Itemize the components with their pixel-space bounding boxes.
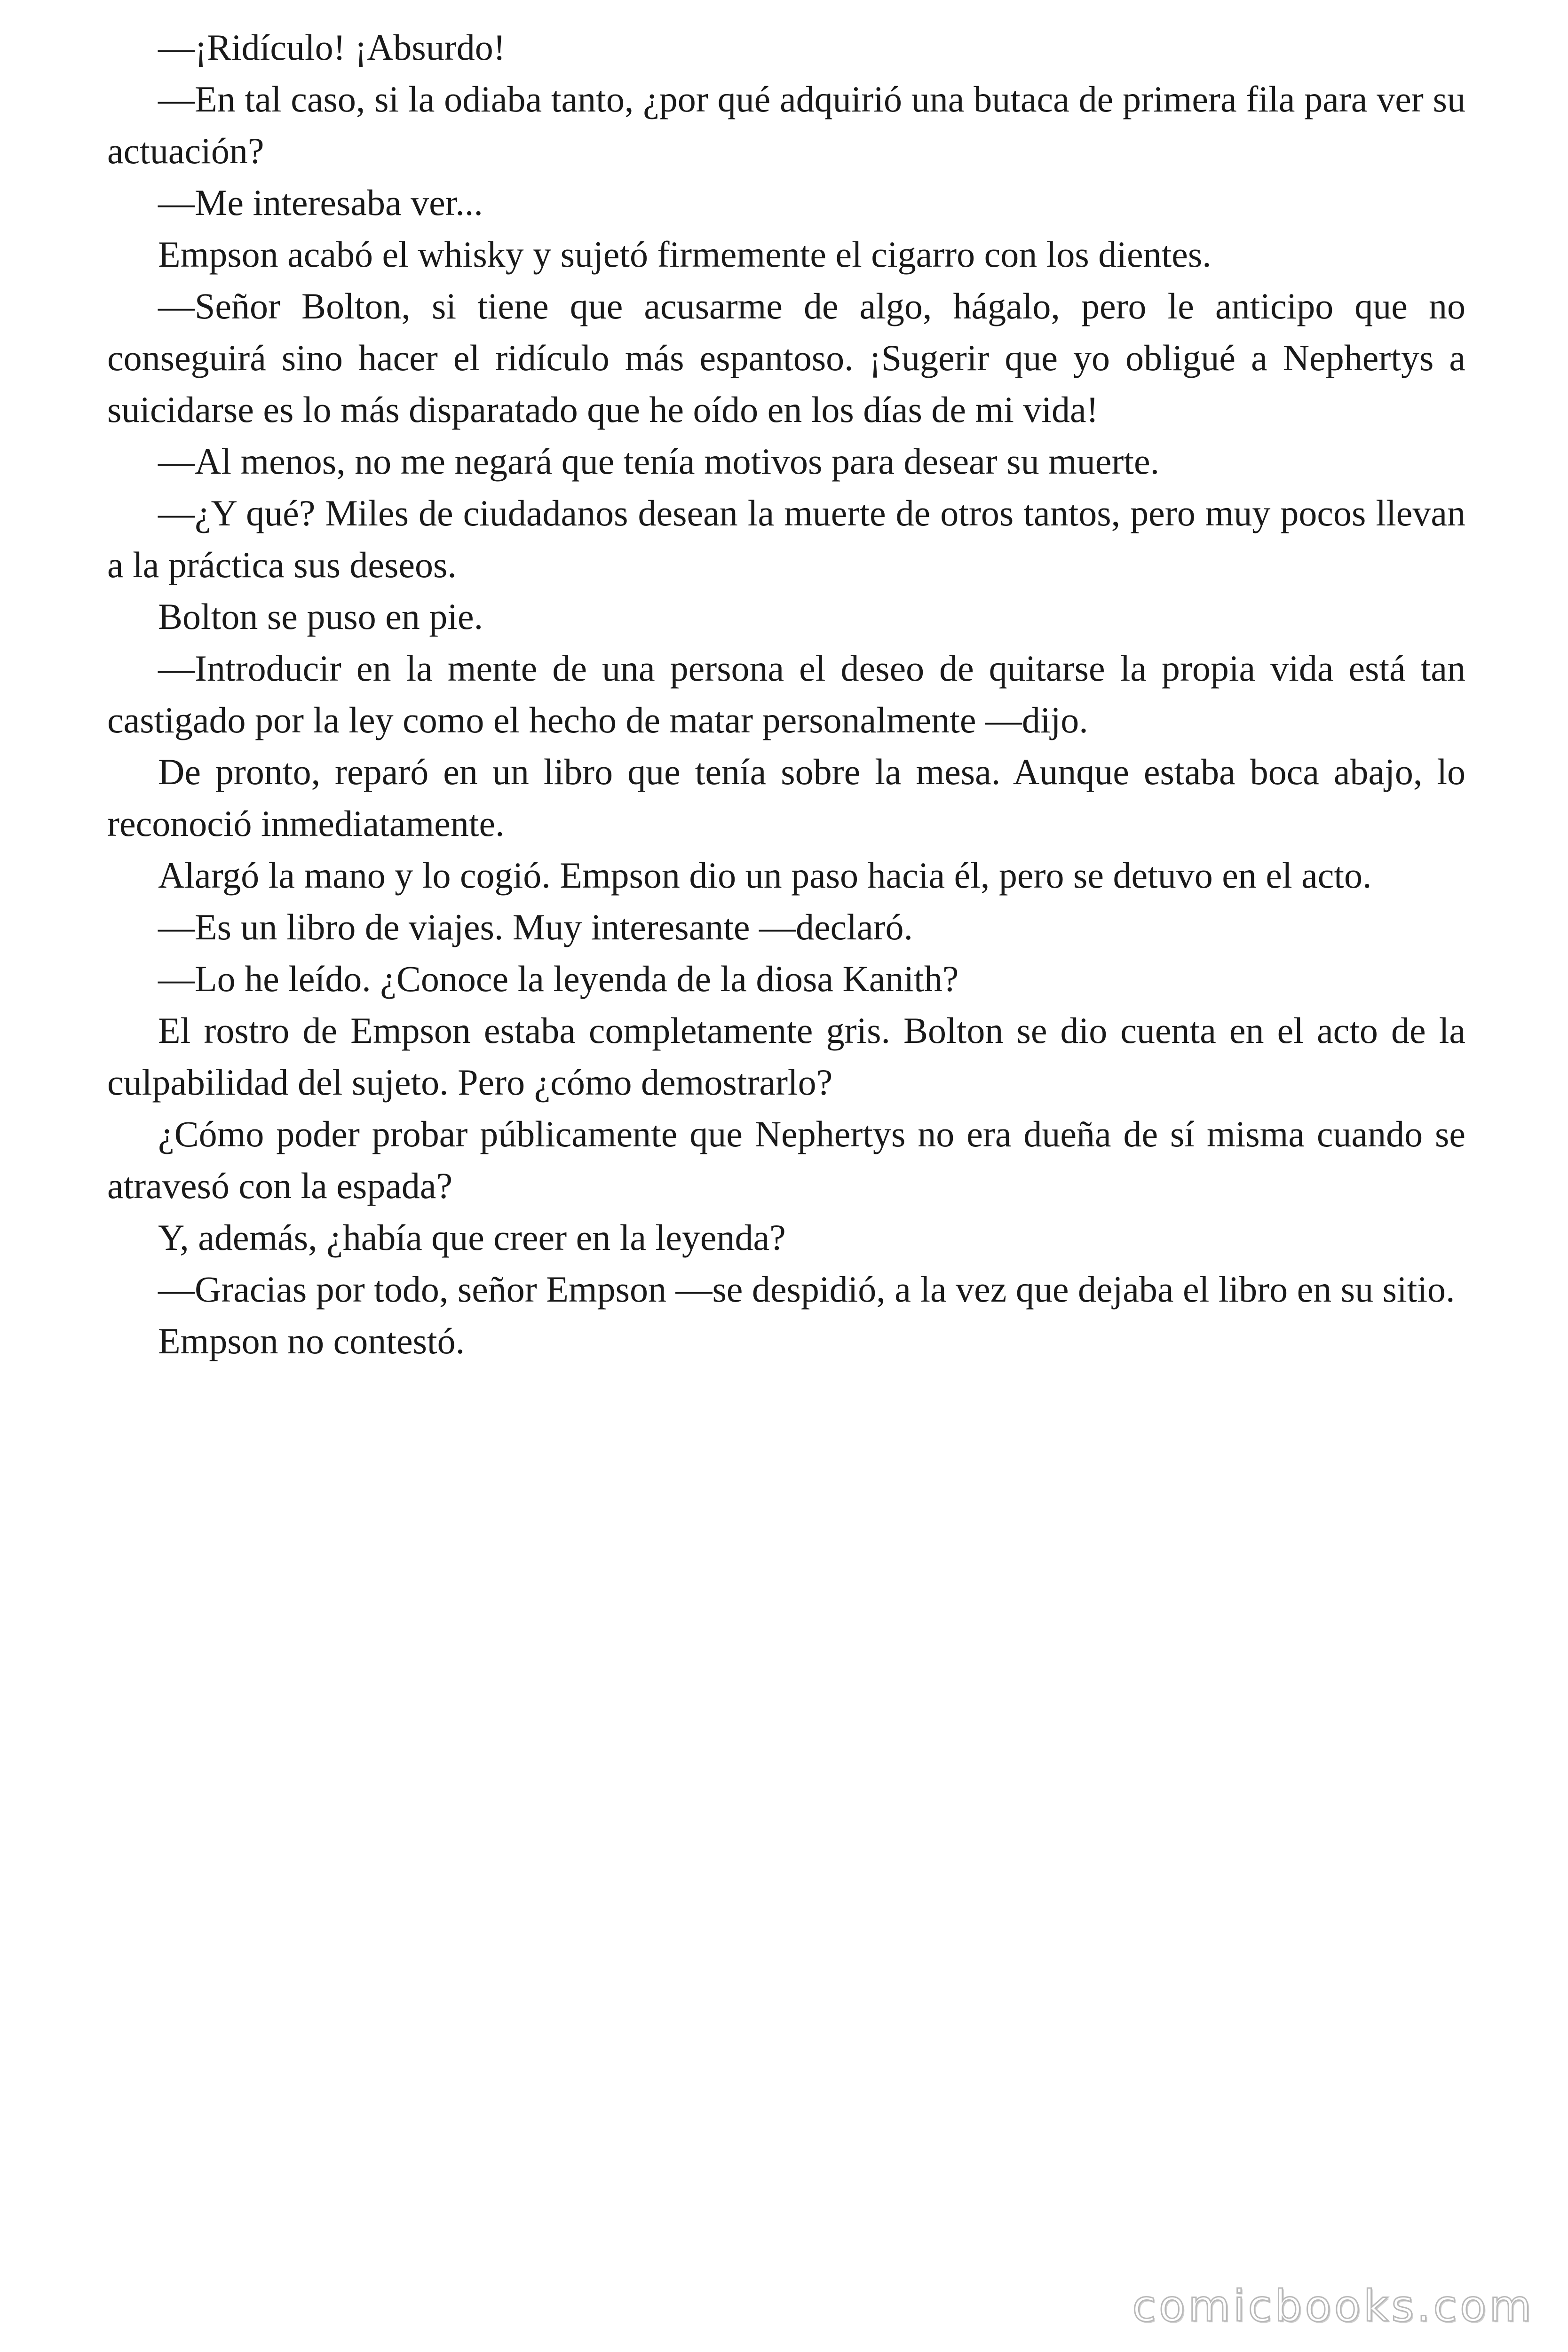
paragraph: —Gracias por todo, señor Empson —se despidió, a la vez que dejaba el libro en su sitio. xyxy=(158,1269,1455,1310)
paragraph: —Al menos, no me negará que tenía motivos para desear su muerte. xyxy=(158,441,1160,482)
paragraph: —¿Y qué? Miles de ciudadanos desean la muerte de otros tantos, pero muy pocos llevan a la práctica sus deseos. xyxy=(107,493,1465,585)
paragraph: Empson acabó el whisky y sujetó firmemente el cigarro con los dientes. xyxy=(158,234,1212,275)
paragraph: Alargó la mano y lo cogió. Empson dio un paso hacia él, pero se detuvo en el acto. xyxy=(158,855,1372,896)
paragraph: —Me interesaba ver... xyxy=(158,182,483,223)
paragraph: De pronto, reparó en un libro que tenía sobre la mesa. Aunque estaba boca abajo, lo reconoció inmediatamente. xyxy=(107,751,1465,844)
paragraph: Bolton se puso en pie. xyxy=(158,596,483,637)
watermark: comicbooks.com xyxy=(1132,2281,1534,2331)
paragraph: ¿Cómo poder probar públicamente que Nephertys no era dueña de sí misma cuando se atravesó con la espada? xyxy=(107,1113,1465,1206)
paragraph: —Es un libro de viajes. Muy interesante —declaró. xyxy=(158,906,913,947)
paragraph: —Introducir en la mente de una persona el deseo de quitarse la propia vida está tan castigado por la ley como el hecho de matar personalmente —dijo. xyxy=(107,648,1465,740)
paragraph: Y, además, ¿había que creer en la leyenda? xyxy=(158,1217,786,1258)
paragraph: —¡Ridículo! ¡Absurdo! xyxy=(158,27,506,68)
paragraph: El rostro de Empson estaba completamente gris. Bolton se dio cuenta en el acto de la culpabilidad del sujeto. Pero ¿cómo demostrarlo? xyxy=(107,1010,1465,1103)
paragraph: —Señor Bolton, si tiene que acusarme de algo, hágalo, pero le anticipo que no conseguirá sino hacer el ridículo más espantoso. ¡Sugerir que yo obligué a Nephertys a suicidarse es lo más disparatado que he oído en los días de mi vida! xyxy=(107,286,1465,430)
paragraph: Empson no contestó. xyxy=(158,1320,465,1361)
paragraph: —Lo he leído. ¿Conoce la leyenda de la diosa Kanith? xyxy=(158,958,959,999)
paragraph: —En tal caso, si la odiaba tanto, ¿por qué adquirió una butaca de primera fila para ver su actuación? xyxy=(107,79,1465,171)
body-text xyxy=(107,22,1465,1367)
